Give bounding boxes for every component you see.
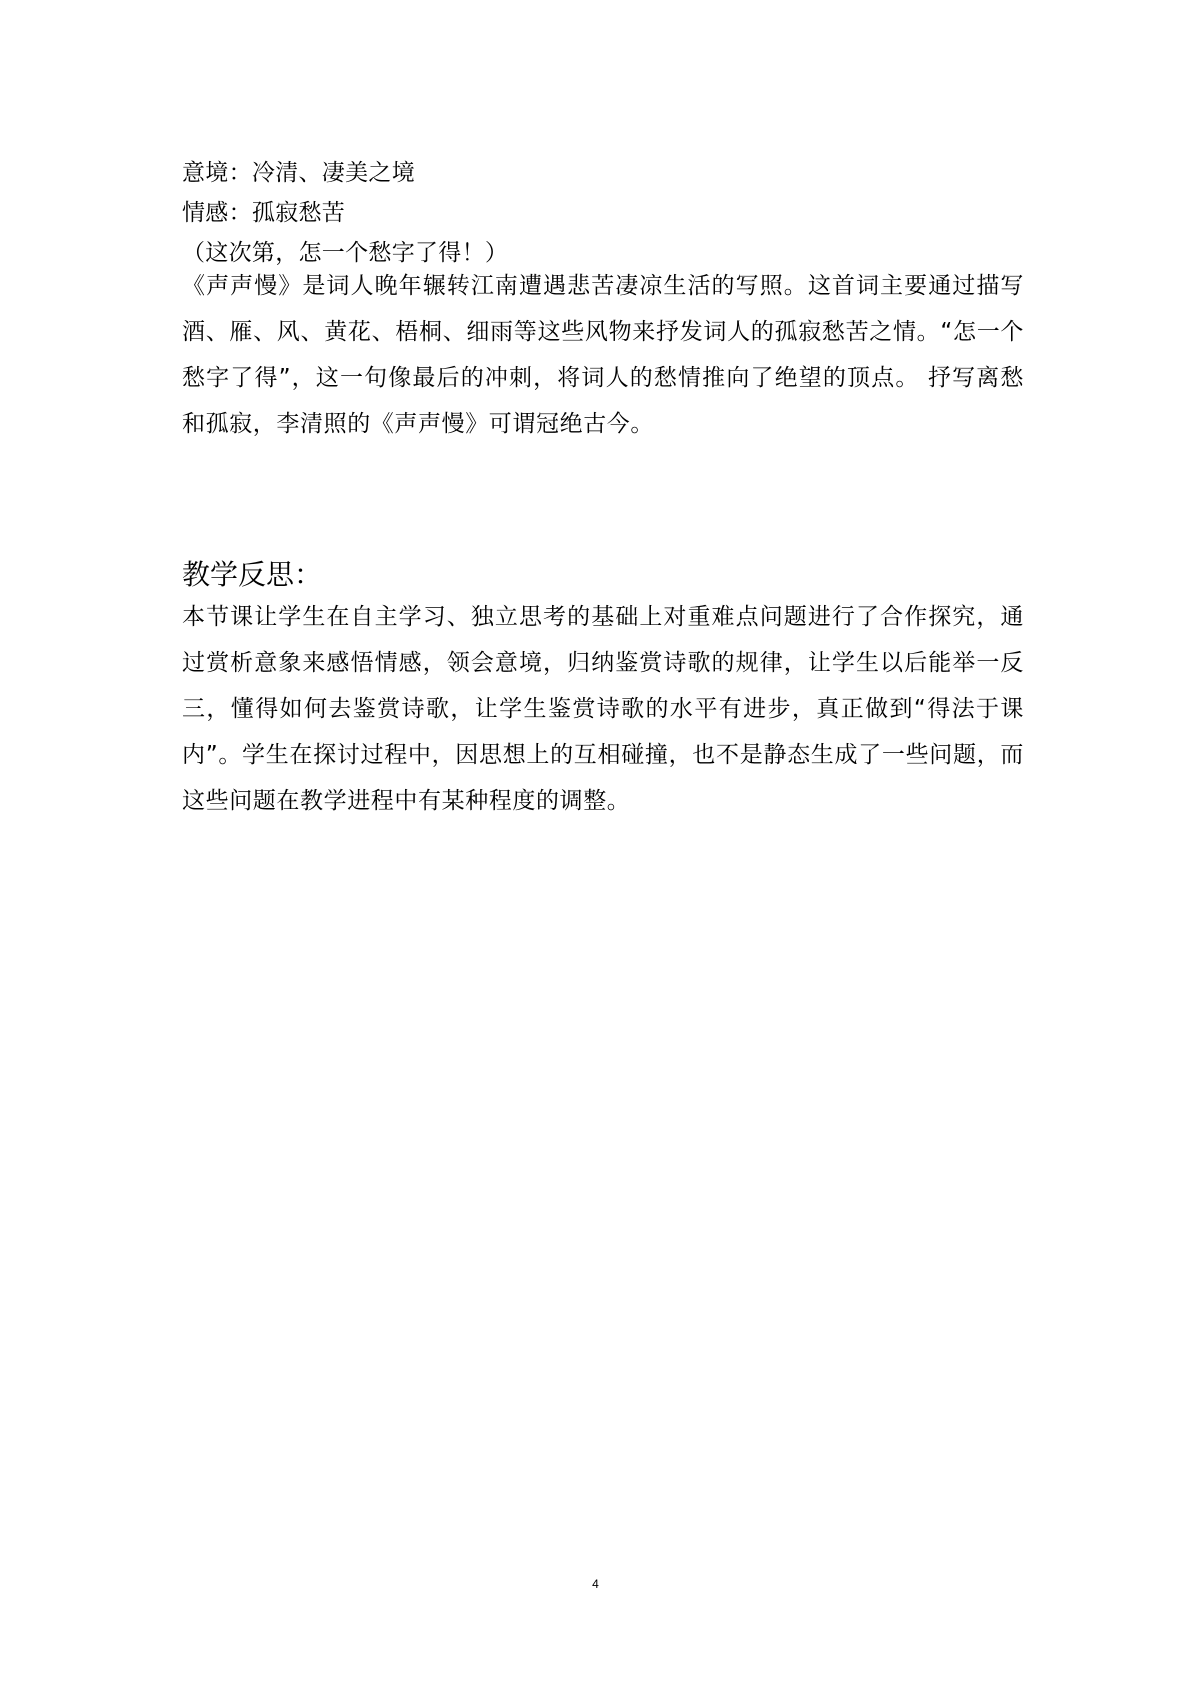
reflection-heading: 教学反思： — [182, 558, 323, 591]
emotion-line: 情感：孤寂愁苦 — [182, 200, 346, 226]
quote-line: （这次第，怎一个愁字了得！） — [182, 240, 509, 266]
summary-paragraph: 《声声慢》是词人晚年辗转江南遭遇悲苦凄凉生活的写照。这首词主要通过描写酒、雁、风、黄花、梧桐、细雨等这些风物来抒发词人的孤寂愁苦之情。“怎一个愁字了得”，这一句像最后的冲刺，将词人的愁情推向了绝望的顶点。 抒写离愁和孤寂，李清照的《声声慢》可谓冠绝古今。 — [182, 273, 1024, 437]
page-number: 4 — [592, 1577, 599, 1591]
mood-line: 意境：冷清、凄美之境 — [182, 160, 415, 186]
reflection-paragraph: 本节课让学生在自主学习、独立思考的基础上对重难点问题进行了合作探究，通过赏析意象来感悟情感，领会意境，归纳鉴赏诗歌的规律，让学生以后能举一反三，懂得如何去鉴赏诗歌，让学生鉴赏诗歌的水平有进步，真正做到“得法于课内”。学生在探讨过程中，因思想上的互相碰撞，也不是静态生成了一些问题，而这些问题在教学进程中有某种程度的调整。 — [182, 604, 1024, 814]
